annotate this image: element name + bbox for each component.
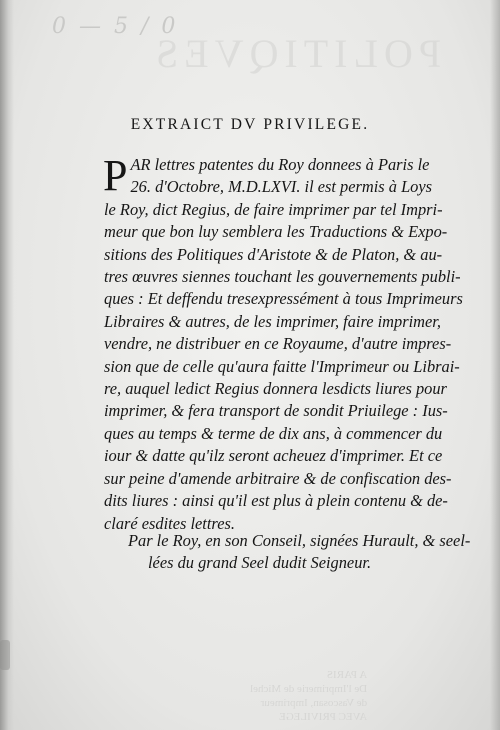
text-line: le Roy, dict Regius, de faire imprimer par tel Impri- xyxy=(104,199,443,219)
text-line: tres œuvres siennes touchant les gouvernements publi- xyxy=(104,267,461,287)
text-line: AR lettres patentes du Roy donnees à Paris le xyxy=(130,155,430,174)
handwritten-corner-note: 0 — 5 / 0 xyxy=(52,14,179,39)
privilege-text xyxy=(103,151,469,535)
text-line: re, auquel ledict Regius donnera lesdicts liures pour xyxy=(104,379,447,399)
page-edge-shadow xyxy=(490,0,500,730)
text-line: sion que de celle qu'aura faitte l'Imprimeur ou Librai- xyxy=(104,356,460,376)
text-line: meur que bon luy semblera les Traductions & Expo- xyxy=(104,222,448,242)
text-line: ques au temps & terme de dix ans, à commencer du xyxy=(104,423,443,443)
signature-line: lées du grand Seel dudit Seigneur. xyxy=(148,553,372,573)
privilege-heading: EXTRAICT DV PRIVILEGE. xyxy=(130,116,370,133)
text-line: iour & datte qu'ilz seront acheuez d'imprimer. Et ce xyxy=(104,446,443,466)
royal-signature-block xyxy=(128,530,471,575)
margin-stain xyxy=(0,640,10,670)
bleed-through-imprint: A PARIS De l'Imprimerie de Michel de Vascosan, Imprimeur AVEC PRIVILEGE xyxy=(250,669,368,723)
text-line: Libraires & autres, de les imprimer, faire imprimer, xyxy=(104,311,441,331)
text-line: imprimer, & fera transport de sondit Priuilege : Ius- xyxy=(104,401,448,421)
text-line: claré esdites lettres. xyxy=(104,513,235,533)
text-line: ques : Et deffendu tresexpressément à tous Imprimeurs xyxy=(104,289,463,309)
text-line: sitions des Politiques d'Aristote & de Platon, & au- xyxy=(104,244,443,264)
signature-line: Par le Roy, en son Conseil, signées Hurault, & seel- xyxy=(128,531,471,550)
text-line: vendre, ne distribuer en ce Royaume, d'autre impres- xyxy=(104,334,452,354)
drop-capital: P xyxy=(103,151,128,200)
text-line: dits liures : ainsi qu'il est plus à plein contenu & de- xyxy=(104,491,448,511)
text-line: sur peine d'amende arbitraire & de confiscation des- xyxy=(104,468,452,488)
bleed-through-title: POLITIQVES xyxy=(150,31,442,76)
text-line: 26. d'Octobre, M.D.LXVI. il est permis à Loys xyxy=(130,177,433,197)
page-gutter-shadow xyxy=(0,0,14,730)
